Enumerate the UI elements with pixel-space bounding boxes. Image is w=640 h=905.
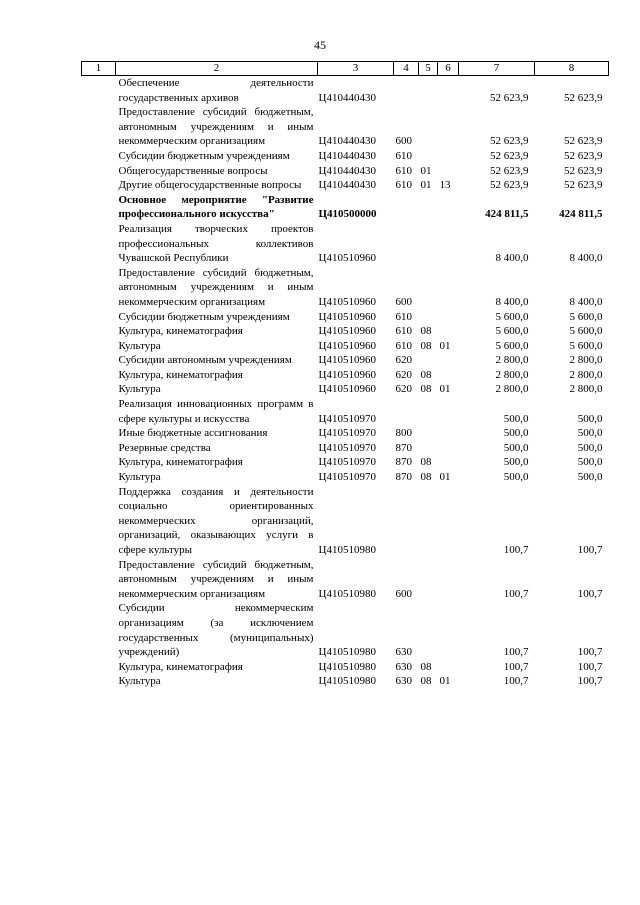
row-code-cell: Ц410510970 (318, 441, 376, 454)
row-name-cell: Предоставление субсидий бюджетным, автономным учреждениям и иным некоммерческим организациям (118, 266, 314, 308)
row-code-cell: Ц410440430 (318, 91, 376, 104)
table-row (82, 368, 609, 383)
row-subsection-cell (438, 105, 459, 149)
row-code-cell: Ц410510960 (318, 252, 376, 265)
table-row (82, 485, 609, 558)
table-row (82, 310, 609, 325)
row-index-cell (82, 324, 116, 339)
row-name-cell: Другие общегосударственные вопросы (118, 179, 302, 192)
column-header: 3 (318, 62, 394, 76)
row-section-cell: 08 (420, 456, 432, 469)
row-amount-1-cell: 52 623,9 (490, 135, 529, 148)
row-name-cell: Культура (118, 675, 161, 688)
row-expense-type-cell (394, 193, 419, 222)
row-section-cell: 08 (420, 660, 432, 673)
row-amount-1-cell: 100,7 (503, 660, 529, 673)
row-amount-2-cell: 52 623,9 (564, 135, 603, 148)
row-amount-2-cell: 500,0 (577, 471, 603, 484)
row-section-cell (419, 193, 438, 222)
row-amount-1-cell: 52 623,9 (490, 91, 529, 104)
row-section-cell: 08 (420, 325, 432, 338)
row-name-cell: Субсидии бюджетным учреждениям (118, 149, 290, 162)
table-row (82, 674, 609, 689)
row-code-cell: Ц410510960 (318, 354, 376, 367)
budget-table (81, 61, 609, 689)
row-amount-2-cell: 5 600,0 (569, 325, 603, 338)
row-expense-type-cell: 630 (395, 646, 412, 659)
row-subsection-cell (438, 601, 459, 659)
row-code-cell: Ц410510980 (318, 587, 376, 600)
row-expense-type-cell: 610 (395, 149, 412, 162)
column-header: 2 (116, 62, 318, 76)
row-subsection-cell (438, 76, 459, 106)
row-amount-2-cell: 500,0 (577, 441, 603, 454)
row-index-cell (82, 674, 116, 689)
row-subsection-cell: 01 (439, 675, 451, 688)
row-amount-1-cell: 500,0 (503, 456, 529, 469)
row-amount-2-cell: 52 623,9 (564, 179, 603, 192)
row-amount-2-cell: 52 623,9 (564, 164, 603, 177)
row-amount-2-cell: 100,7 (577, 646, 603, 659)
row-name-cell: Иные бюджетные ассигнования (118, 427, 268, 440)
row-name-cell: Культура, кинематография (118, 456, 243, 469)
row-code-cell: Ц410510970 (318, 427, 376, 440)
row-index-cell (82, 601, 116, 659)
row-section-cell (419, 222, 438, 266)
row-code-cell: Ц410510960 (318, 325, 376, 338)
row-expense-type-cell: 870 (395, 441, 412, 454)
row-section-cell (419, 485, 438, 558)
table-row (82, 178, 609, 193)
row-subsection-cell: 01 (439, 471, 451, 484)
row-index-cell (82, 558, 116, 602)
row-section-cell: 08 (420, 471, 432, 484)
row-expense-type-cell: 610 (395, 179, 412, 192)
row-amount-1-cell: 2 800,0 (495, 368, 529, 381)
column-header: 4 (394, 62, 419, 76)
row-expense-type-cell: 610 (395, 339, 412, 352)
row-subsection-cell (438, 324, 459, 339)
row-index-cell (82, 222, 116, 266)
row-amount-1-cell: 8 400,0 (495, 295, 529, 308)
row-subsection-cell (438, 441, 459, 456)
row-expense-type-cell (394, 222, 419, 266)
table-row (82, 193, 609, 222)
row-amount-2-cell: 500,0 (577, 412, 603, 425)
row-amount-1-cell: 424 811,5 (485, 208, 529, 221)
row-subsection-cell (438, 455, 459, 470)
row-subsection-cell (438, 368, 459, 383)
row-expense-type-cell: 600 (395, 587, 412, 600)
row-amount-1-cell: 500,0 (503, 441, 529, 454)
row-section-cell (419, 353, 438, 368)
table-row (82, 266, 609, 310)
row-amount-2-cell: 500,0 (577, 427, 603, 440)
table-row (82, 601, 609, 659)
row-amount-2-cell: 52 623,9 (564, 91, 603, 104)
row-code-cell: Ц410510960 (318, 383, 376, 396)
row-index-cell (82, 164, 116, 179)
table-row (82, 660, 609, 675)
row-section-cell: 08 (420, 339, 432, 352)
row-name-cell: Общегосударственные вопросы (118, 164, 268, 177)
row-index-cell (82, 382, 116, 397)
row-code-cell: Ц410510970 (318, 456, 376, 469)
row-code-cell: Ц410440430 (318, 135, 376, 148)
row-amount-1-cell: 500,0 (503, 412, 529, 425)
row-amount-1-cell: 52 623,9 (490, 164, 529, 177)
row-amount-2-cell: 5 600,0 (569, 339, 603, 352)
row-index-cell (82, 178, 116, 193)
row-name-cell: Предоставление субсидий бюджетным, автономным учреждениям и иным некоммерческим организациям (118, 106, 314, 148)
row-amount-2-cell: 52 623,9 (564, 149, 603, 162)
row-amount-2-cell: 100,7 (577, 675, 603, 688)
row-amount-2-cell: 100,7 (577, 587, 603, 600)
row-amount-1-cell: 52 623,9 (490, 179, 529, 192)
row-index-cell (82, 76, 116, 106)
row-index-cell (82, 455, 116, 470)
row-name-cell: Предоставление субсидий бюджетным, автономным учреждениям и иным некоммерческим организациям (118, 558, 314, 600)
row-amount-1-cell: 52 623,9 (490, 149, 529, 162)
row-index-cell (82, 485, 116, 558)
row-code-cell: Ц410510960 (318, 368, 376, 381)
table-row (82, 222, 609, 266)
row-name-cell: Субсидии автономным учреждениям (118, 354, 292, 367)
row-section-cell: 08 (420, 383, 432, 396)
row-expense-type-cell: 630 (395, 675, 412, 688)
row-index-cell (82, 310, 116, 325)
row-amount-1-cell: 500,0 (503, 427, 529, 440)
row-amount-2-cell: 2 800,0 (569, 383, 603, 396)
row-expense-type-cell: 600 (395, 135, 412, 148)
row-section-cell (419, 558, 438, 602)
row-amount-1-cell: 2 800,0 (495, 354, 529, 367)
row-index-cell (82, 368, 116, 383)
column-header: 7 (459, 62, 535, 76)
row-section-cell: 08 (420, 675, 432, 688)
row-index-cell (82, 105, 116, 149)
row-expense-type-cell: 870 (395, 471, 412, 484)
row-subsection-cell: 01 (439, 383, 451, 396)
row-subsection-cell (438, 558, 459, 602)
row-index-cell (82, 266, 116, 310)
column-header: 8 (535, 62, 609, 76)
row-code-cell: Ц410510970 (318, 412, 376, 425)
row-code-cell: Ц410440430 (318, 164, 376, 177)
row-section-cell (419, 105, 438, 149)
row-expense-type-cell: 610 (395, 310, 412, 323)
row-expense-type-cell (394, 485, 419, 558)
row-amount-1-cell: 500,0 (503, 471, 529, 484)
row-section-cell (419, 397, 438, 426)
row-index-cell (82, 193, 116, 222)
row-code-cell: Ц410510980 (318, 675, 376, 688)
row-name-cell: Субсидии некоммерческим организациям (за исключением государственных (муниципальных) учреждений) (118, 602, 314, 659)
table-row (82, 324, 609, 339)
row-expense-type-cell: 620 (395, 354, 412, 367)
row-amount-2-cell: 500,0 (577, 456, 603, 469)
table-row (82, 339, 609, 354)
row-name-cell: Резервные средства (118, 441, 211, 454)
row-expense-type-cell: 620 (395, 383, 412, 396)
row-subsection-cell (438, 660, 459, 675)
row-amount-2-cell: 424 811,5 (559, 208, 603, 221)
row-code-cell: Ц410440430 (318, 179, 376, 192)
table-row (82, 397, 609, 426)
row-name-cell: Культура, кинематография (118, 660, 243, 673)
row-code-cell: Ц410510980 (318, 660, 376, 673)
row-section-cell (419, 76, 438, 106)
row-code-cell: Ц410510960 (318, 295, 376, 308)
row-name-cell: Культура, кинематография (118, 325, 243, 338)
row-amount-2-cell: 8 400,0 (569, 295, 603, 308)
row-amount-2-cell: 5 600,0 (569, 310, 603, 323)
row-name-cell: Культура (118, 383, 161, 396)
table-row (82, 76, 609, 106)
table-row (82, 426, 609, 441)
row-code-cell: Ц410440430 (318, 149, 376, 162)
row-amount-1-cell: 5 600,0 (495, 310, 529, 323)
row-code-cell: Ц410510960 (318, 310, 376, 323)
row-expense-type-cell: 600 (395, 295, 412, 308)
row-expense-type-cell: 620 (395, 368, 412, 381)
row-expense-type-cell: 610 (395, 164, 412, 177)
row-section-cell (419, 149, 438, 164)
table-row (82, 455, 609, 470)
row-section-cell: 08 (420, 368, 432, 381)
table-row (82, 558, 609, 602)
row-amount-2-cell: 2 800,0 (569, 368, 603, 381)
row-amount-1-cell: 100,7 (503, 646, 529, 659)
row-name-cell: Реализация инновационных программ в сфере культуры и искусства (118, 398, 314, 425)
row-amount-1-cell: 2 800,0 (495, 383, 529, 396)
row-section-cell (419, 310, 438, 325)
row-name-cell: Субсидии бюджетным учреждениям (118, 310, 290, 323)
row-section-cell: 01 (420, 179, 432, 192)
row-expense-type-cell (394, 76, 419, 106)
column-header: 1 (82, 62, 116, 76)
row-name-cell: Культура (118, 471, 161, 484)
row-section-cell: 01 (420, 164, 432, 177)
row-name-cell: Культура, кинематография (118, 368, 243, 381)
row-subsection-cell (438, 353, 459, 368)
row-amount-1-cell: 100,7 (503, 587, 529, 600)
row-index-cell (82, 426, 116, 441)
table-body (82, 76, 609, 689)
row-index-cell (82, 397, 116, 426)
table-row (82, 164, 609, 179)
row-expense-type-cell: 870 (395, 456, 412, 469)
row-amount-1-cell: 8 400,0 (495, 252, 529, 265)
row-code-cell: Ц410500000 (318, 208, 377, 221)
row-subsection-cell (438, 485, 459, 558)
row-code-cell: Ц410510960 (318, 339, 376, 352)
row-index-cell (82, 441, 116, 456)
row-subsection-cell (438, 426, 459, 441)
page-number: 45 (314, 38, 326, 52)
row-name-cell: Основное мероприятие "Развитие профессионального искусства" (118, 193, 314, 221)
row-expense-type-cell: 610 (395, 325, 412, 338)
row-amount-1-cell: 100,7 (503, 544, 529, 556)
row-subsection-cell (438, 149, 459, 164)
row-subsection-cell: 13 (439, 179, 451, 192)
table-row (82, 353, 609, 368)
row-index-cell (82, 470, 116, 485)
table-row (82, 149, 609, 164)
row-subsection-cell (438, 310, 459, 325)
row-section-cell (419, 426, 438, 441)
table-row (82, 105, 609, 149)
row-amount-2-cell: 100,7 (577, 544, 603, 556)
row-section-cell (419, 266, 438, 310)
row-subsection-cell (438, 266, 459, 310)
row-expense-type-cell: 800 (395, 427, 412, 440)
row-name-cell: Реализация творческих проектов профессиональных коллективов Чувашской Республики (118, 222, 314, 265)
row-subsection-cell: 01 (439, 339, 451, 352)
row-subsection-cell (438, 193, 459, 222)
row-expense-type-cell (394, 397, 419, 426)
row-expense-type-cell: 630 (395, 660, 412, 673)
table-row (82, 382, 609, 397)
row-index-cell (82, 149, 116, 164)
column-header: 6 (438, 62, 459, 76)
row-index-cell (82, 339, 116, 354)
row-amount-1-cell: 100,7 (503, 675, 529, 688)
row-section-cell (419, 601, 438, 659)
row-amount-1-cell: 5 600,0 (495, 339, 529, 352)
row-index-cell (82, 660, 116, 675)
row-name-cell: Культура (118, 339, 161, 352)
table-row (82, 441, 609, 456)
row-amount-2-cell: 100,7 (577, 660, 603, 673)
row-section-cell (419, 441, 438, 456)
row-code-cell: Ц410510980 (318, 646, 376, 659)
row-code-cell: Ц410510980 (318, 544, 376, 556)
row-amount-2-cell: 2 800,0 (569, 354, 603, 367)
row-name-cell: Поддержка создания и деятельности социально ориентированных некоммерческих организаций, организаций, оказывающих услуги в сфере культуры (118, 485, 314, 556)
row-index-cell (82, 353, 116, 368)
column-header: 5 (419, 62, 438, 76)
table-row (82, 470, 609, 485)
table-header-row (82, 62, 609, 76)
row-subsection-cell (438, 164, 459, 179)
row-name-cell: Обеспечение деятельности государственных архивов (118, 77, 314, 104)
row-amount-2-cell: 8 400,0 (569, 252, 603, 265)
row-subsection-cell (438, 222, 459, 266)
row-subsection-cell (438, 397, 459, 426)
row-code-cell: Ц410510970 (318, 471, 376, 484)
row-amount-1-cell: 5 600,0 (495, 325, 529, 338)
